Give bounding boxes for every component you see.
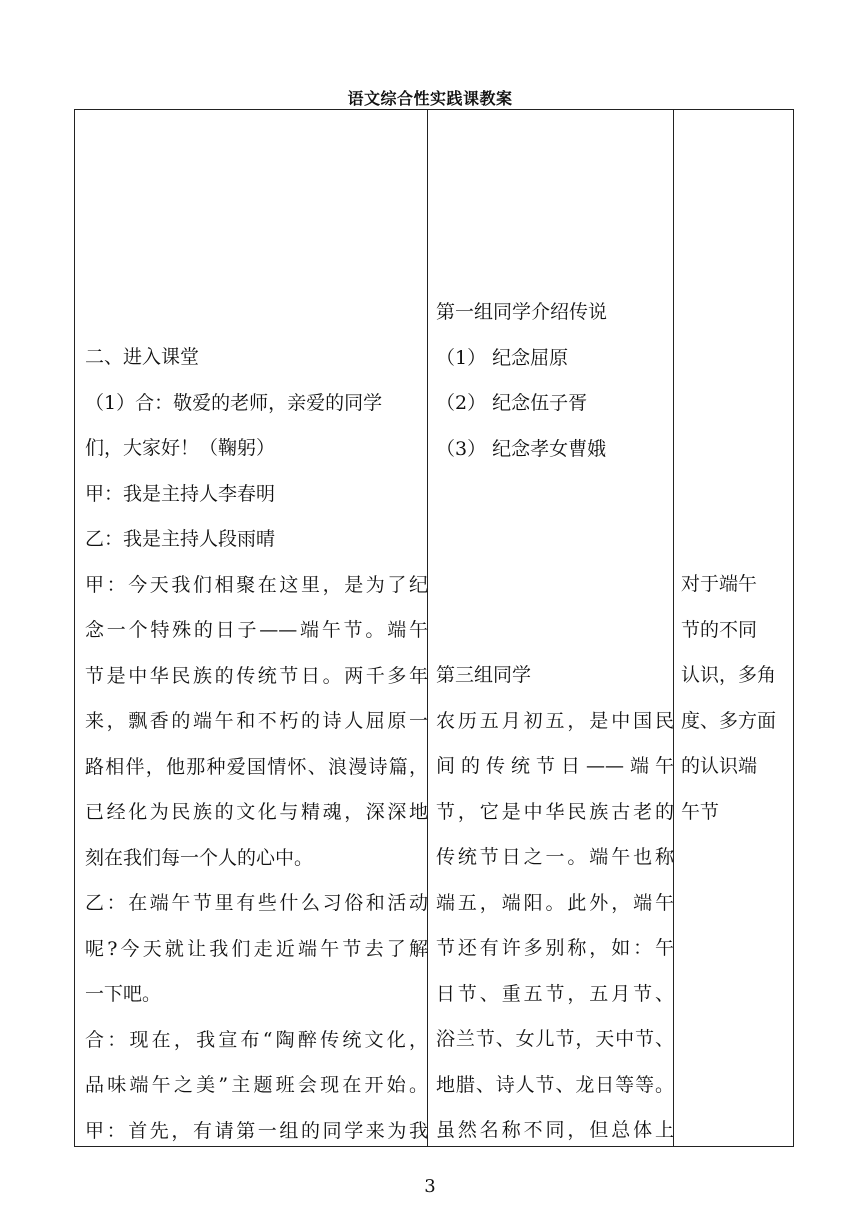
group3-line: 日节、重五节，五月节、 — [436, 982, 674, 1005]
activity-line: 品味端午之美”主题班会现在开始。 — [85, 1074, 428, 1096]
activity-line: 们，大家好！（鞠躬） — [85, 437, 276, 459]
intent-column — [681, 562, 791, 835]
group3-line: 间的传统节日——端午 — [436, 755, 674, 777]
activity-line: 已经化为民族的文化与精魂，深深地 — [85, 801, 428, 823]
intent-line: 的认识端 — [681, 755, 758, 777]
group1-block — [436, 290, 674, 472]
page-number: 3 — [424, 1176, 436, 1197]
group3-line: 节还有许多别称，如：午 — [436, 937, 674, 959]
lesson-plan-table — [74, 109, 794, 1147]
group3-line: 第三组同学 — [436, 664, 532, 686]
activity-line: 甲：今天我们相聚在这里，是为了纪 — [85, 573, 428, 596]
activity-line: 路相伴，他那种爱国情怀、浪漫诗篇， — [85, 755, 428, 778]
activity-line: 刻在我们每一个人的心中。 — [85, 846, 314, 869]
activity-line: 甲：我是主持人李春明 — [85, 482, 276, 505]
activity-column — [85, 335, 428, 1154]
group3-line: 农历五月初五，是中国民 — [436, 709, 674, 732]
group1-line: （2） 纪念伍子胥 — [436, 392, 588, 414]
intent-line: 节的不同 — [681, 618, 758, 641]
activity-line: 呢?今天就让我们走近端午节去了解 — [85, 937, 428, 960]
activity-line: 节是中华民族的传统节日。两千多年 — [85, 664, 428, 687]
activity-line: 乙：我是主持人段雨晴 — [85, 528, 276, 550]
intent-line: 认识，多角 — [681, 664, 777, 686]
activity-line: 合：现在，我宣布“陶醉传统文化， — [85, 1028, 428, 1051]
group3-line: 端五，端阳。此外，端午 — [436, 891, 674, 914]
activity-line: （1）合：敬爱的老师，亲爱的同学 — [85, 391, 383, 414]
activity-line: 一下吧。 — [85, 983, 162, 1005]
activity-line: 念一个特殊的日子——端午节。端午 — [85, 619, 428, 641]
page-title: 语文综合性实践课教案 — [347, 89, 513, 108]
group1-line: （1） 纪念屈原 — [436, 346, 569, 369]
intent-line: 对于端午 — [681, 573, 758, 595]
group3-line: 节，它是中华民族古老的 — [436, 800, 674, 823]
intent-line: 午节 — [681, 800, 720, 823]
group3-line: 传统节日之一。端午也称 — [436, 846, 674, 868]
group3-block — [436, 653, 674, 1154]
group1-line: 第一组同学介绍传说 — [436, 301, 608, 323]
activity-line: 来，飘香的端午和不朽的诗人屈原一 — [85, 710, 428, 732]
group1-line: （3） 纪念孝女曹娥 — [436, 437, 607, 460]
activity-line: 乙：在端午节里有些什么习俗和活动 — [85, 892, 428, 914]
intent-line: 度、多方面 — [681, 709, 777, 732]
activity-line: 甲：首先，有请第一组的同学来为我 — [85, 1119, 428, 1142]
group3-line: 地腊、诗人节、龙日等等。 — [436, 1073, 674, 1096]
group3-line: 浴兰节、女儿节，天中节、 — [436, 1028, 674, 1050]
activity-line: 二、进入课堂 — [85, 346, 200, 368]
group3-line: 虽然名称不同，但总体上 — [436, 1119, 674, 1141]
